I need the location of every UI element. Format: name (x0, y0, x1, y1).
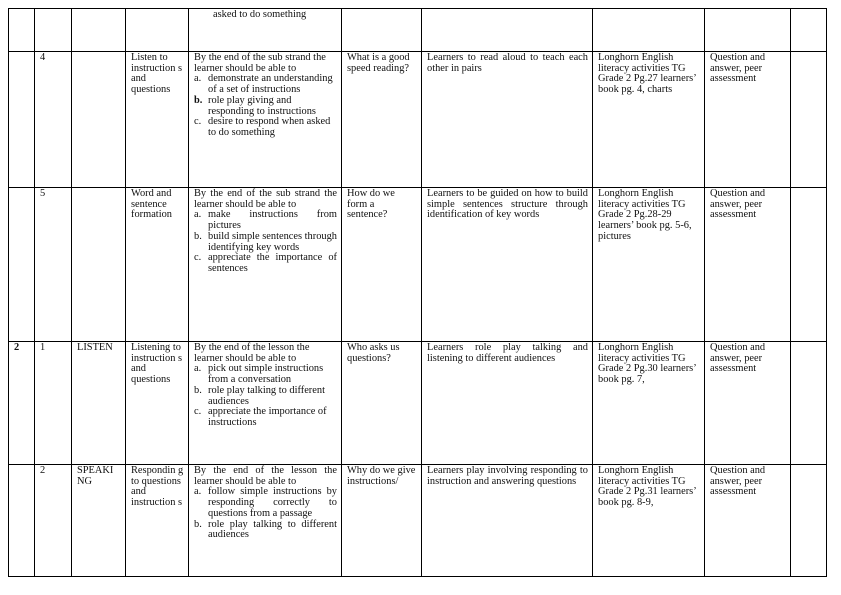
remarks-cell (791, 9, 827, 52)
learning-resources-cell (593, 342, 705, 465)
assessment-cell (705, 465, 791, 577)
strand: LISTEN (77, 342, 113, 353)
sub-strand: Respondin g to questions and instruction s (131, 465, 184, 509)
learning-resources: Longhorn English literacy activities TG Grade 2 Pg.31 learners’ book pg. 8-9, (598, 465, 696, 509)
learning-experiences-cell (422, 188, 593, 342)
learning-resources-cell (593, 52, 705, 188)
objectives-cell (189, 342, 342, 465)
learning-resources-cell (593, 465, 705, 577)
objective-item (194, 74, 337, 95)
objective-marker: b. (194, 94, 203, 106)
key-question-cell (342, 465, 422, 577)
key-question: Who asks us questions? (347, 342, 400, 364)
objective-text: pick out simple instructions from a conversation (208, 363, 324, 386)
key-question-cell (342, 188, 422, 342)
strand-cell (72, 52, 126, 188)
key-question: What is a good speed reading? (347, 52, 410, 74)
learning-experiences: Learners play involving responding to instruction and answering questions (427, 465, 588, 487)
key-question: Why do we give instructions/ (347, 465, 416, 487)
learning-experiences: Learners to be guided on how to build simple sentences structure through identification of key words (427, 188, 588, 221)
lesson-cell (35, 342, 72, 465)
assessment: Question and answer, peer assessment (710, 188, 766, 221)
week-cell (9, 465, 35, 577)
objective-marker: a. (194, 363, 202, 375)
objective-item (194, 407, 337, 428)
objective-text: role play giving and responding to instructions (208, 94, 316, 117)
remarks-cell (791, 465, 827, 577)
objective-item (194, 386, 337, 407)
objective-text: role play talking to different audiences (208, 384, 325, 407)
learning-experiences-cell (422, 342, 593, 465)
assessment-cell (705, 52, 791, 188)
objective-text: role play talking to different audiences (208, 518, 337, 541)
objective-item (194, 487, 337, 519)
assessment: Question and answer, peer assessment (710, 342, 766, 375)
table-row (9, 188, 827, 342)
lesson-cell (35, 9, 72, 52)
objective-marker: a. (194, 209, 202, 221)
objectives-cell (189, 9, 342, 52)
lesson-cell (35, 465, 72, 577)
objective-marker: c. (194, 252, 202, 264)
objective-item (194, 96, 337, 117)
objective-item (194, 210, 337, 231)
strand-cell (72, 9, 126, 52)
objective-continuation: asked to do something (213, 9, 307, 20)
objective-marker: b. (194, 384, 202, 396)
objective-text: build simple sentences through identifying key words (208, 230, 337, 253)
objective-marker: a. (194, 486, 202, 498)
key-question-cell (342, 52, 422, 188)
objective-intro: By the end of the sub strand the learner should be able to (194, 52, 326, 74)
objective-text: follow simple instructions by responding correctly to questions from a passage (208, 486, 337, 519)
week: 2 (14, 342, 20, 353)
objective-item (194, 232, 337, 253)
table-row-continuation (9, 9, 827, 52)
strand-cell (72, 188, 126, 342)
objective-marker: c. (194, 406, 202, 418)
week-cell (9, 52, 35, 188)
learning-experiences: Learners to read aloud to teach each other in pairs (427, 52, 588, 74)
learning-experiences-cell (422, 52, 593, 188)
scheme-of-work-table (8, 8, 827, 577)
strand-cell (72, 465, 126, 577)
week-cell (9, 9, 35, 52)
lesson: 1 (40, 342, 46, 353)
strand-cell (72, 342, 126, 465)
assessment-cell (705, 342, 791, 465)
learning-resources: Longhorn English literacy activities TG Grade 2 Pg.28-29 learners’ book pg. 5-6, pictures (598, 188, 692, 242)
objective-text: demonstrate an understanding of a set of instructions (208, 73, 333, 96)
remarks-cell (791, 52, 827, 188)
table-row (9, 342, 827, 465)
strand: SPEAKI NG (77, 465, 114, 487)
lesson-cell (35, 52, 72, 188)
objectives-cell (189, 188, 342, 342)
sub-strand: Listening to instruction s and questions (131, 342, 183, 386)
week-cell (9, 342, 35, 465)
objectives-cell (189, 465, 342, 577)
sub-strand: Word and sentence formation (131, 188, 172, 221)
lesson: 2 (40, 465, 46, 476)
remarks-cell (791, 188, 827, 342)
objective-marker: c. (194, 116, 202, 128)
resources-cell (593, 9, 705, 52)
objective-marker: b. (194, 518, 202, 530)
assessment: Question and answer, peer assessment (710, 465, 766, 498)
objective-item (194, 117, 337, 138)
objective-text: desire to respond when asked to do something (208, 116, 331, 138)
learning-experiences-cell (422, 465, 593, 577)
key-question: How do we form a sentence? (347, 188, 395, 221)
lesson: 5 (40, 188, 46, 199)
learning-experiences: Learners role play talking and listening to different audiences (427, 342, 588, 364)
objectives-cell (189, 52, 342, 188)
learning-resources: Longhorn English literacy activities TG Grade 2 Pg.30 learners’ book pg. 7, (598, 342, 696, 386)
objective-intro: By the end of the lesson the learner should be able to (194, 465, 337, 487)
objective-item (194, 520, 337, 541)
assessment-cell (705, 188, 791, 342)
objective-intro: By the end of the lesson the learner should be able to (194, 342, 310, 364)
sub-strand-cell (126, 342, 189, 465)
assessment-cell (705, 9, 791, 52)
objective-marker: a. (194, 73, 202, 85)
remarks-cell (791, 342, 827, 465)
objective-text: make instructions from pictures (208, 209, 337, 232)
objective-item (194, 364, 337, 385)
sub-strand-cell (126, 188, 189, 342)
objective-text: appreciate the importance of instructions (208, 406, 327, 428)
objective-intro: By the end of the sub strand the learner should be able to (194, 188, 337, 210)
objective-marker: b. (194, 230, 202, 242)
lesson-cell (35, 188, 72, 342)
lesson: 4 (40, 52, 46, 63)
learning-resources-cell (593, 188, 705, 342)
sub-strand-cell (126, 465, 189, 577)
assessment: Question and answer, peer assessment (710, 52, 766, 85)
week-cell (9, 188, 35, 342)
table-row (9, 465, 827, 577)
objective-item (194, 253, 337, 274)
learning-resources: Longhorn English literacy activities TG Grade 2 Pg.27 learners’ book pg. 4, charts (598, 52, 696, 96)
sub-strand: Listen to instruction s and questions (131, 52, 183, 96)
table-row (9, 52, 827, 188)
objective-text: appreciate the importance of sentences (208, 252, 337, 274)
sub-strand-cell (126, 9, 189, 52)
key-question-cell (342, 9, 422, 52)
key-question-cell (342, 342, 422, 465)
sub-strand-cell (126, 52, 189, 188)
experiences-cell (422, 9, 593, 52)
